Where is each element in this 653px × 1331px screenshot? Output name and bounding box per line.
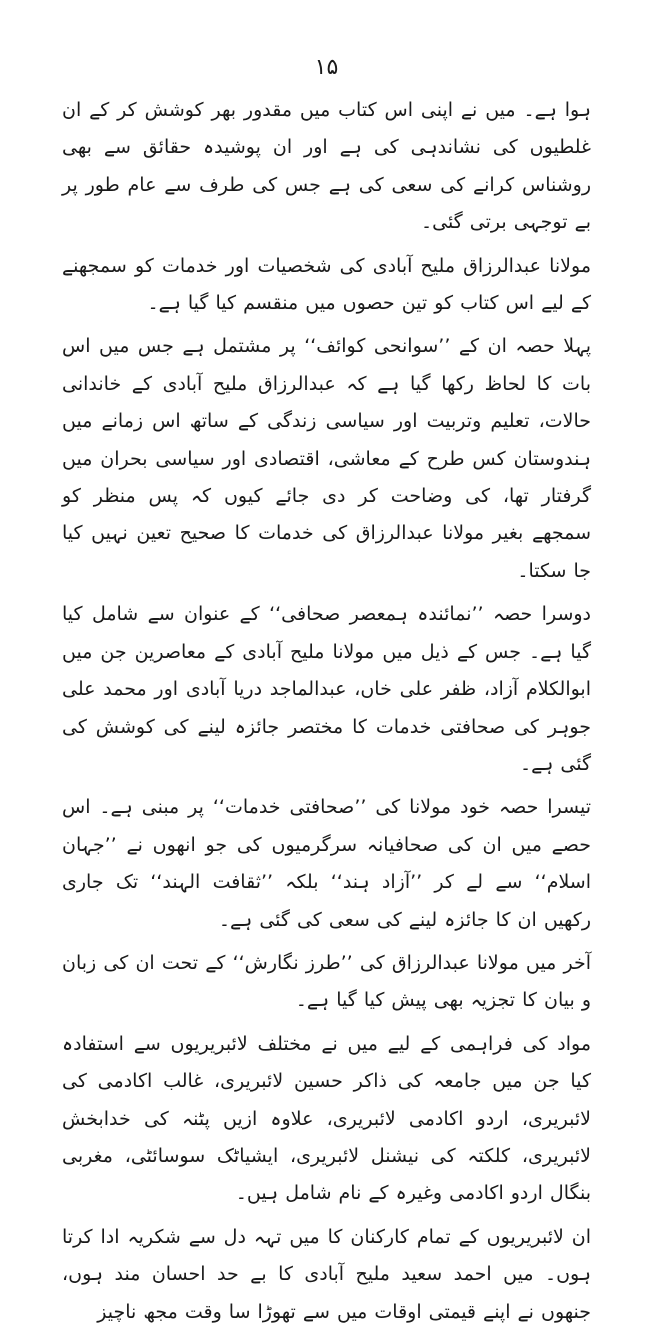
paragraph: آخر میں مولانا عبدالرزاق کی ’’طرز نگارش‘‘ کے تحت ان کی زبان و بیان کا تجزیہ بھی پیش کیا گیا ہے۔ xyxy=(62,951,591,1012)
paragraph: پہلا حصہ ان کے ’’سوانحی کوائف‘‘ پر مشتمل ہے جس میں اس بات کا لحاظ رکھا گیا ہے کہ عبدالرزاق ملیح آبادی کے خاندانی حالات، تعلیم وتربیت اور سیاسی زندگی کے ساتھ اس زمانے میں ہندوستان کس طرح کے معاشی، اقتصادی اور سیاسی بحران میں گرفتار تھا، کی وضاحت کر دی جائے کیوں کہ پس منظر کو سمجھے بغیر مولانا عبدالرزاق کی خدمات کا صحیح تعین نہیں کیا جا سکتا۔ xyxy=(62,335,591,582)
paragraph: مواد کی فراہمی کے لیے میں نے مختلف لائبریریوں سے استفادہ کیا جن میں جامعہ کی ذاکر حسین لائبریری، غالب اکادمی کی لائبریری، اردو اکادمی لائبریری، علاوہ ازیں پٹنہ کی خدابخش لائبریری، کلکتہ کی نیشنل لائبریری، ایشیاٹک سوسائٹی، مغربی بنگال اردو اکادمی وغیرہ کے نام شامل ہیں۔ xyxy=(62,1032,591,1205)
paragraph: ان لائبریریوں کے تمام کارکنان کا میں تہہ دل سے شکریہ ادا کرتا ہوں۔ میں احمد سعید ملیح آبادی کا بے حد احسان مند ہوں، جنھوں نے اپنے قیمتی اوقات میں سے تھوڑا سا وقت مجھ ناچیز xyxy=(62,1225,591,1323)
paragraph: دوسرا حصہ ’’نمائندہ ہمعصر صحافی‘‘ کے عنوان سے شامل کیا گیا ہے۔ جس کے ذیل میں مولانا ملیح آبادی کے معاصرین جن میں ابوالکلام آزاد، ظفر علی خاں، عبدالماجد دریا آبادی اور محمد علی جوہر کی صحافتی خدمات کا مختصر جائزہ لینے کی کوشش کی گئی ہے۔ xyxy=(62,603,591,775)
paragraph: تیسرا حصہ خود مولانا کی ’’صحافتی خدمات‘‘ پر مبنی ہے۔ اس حصے میں ان کی صحافیانہ سرگرمیوں کی جو انھوں نے ’’جہان اسلام‘‘ سے لے کر ’’آزاد ہند‘‘ بلکہ ’’ثقافت الہند‘‘ تک جاری رکھیں ان کا جائزہ لینے کی سعی کی گئی ہے۔ xyxy=(62,796,591,931)
body-text xyxy=(62,92,591,1331)
paragraph: ہوا ہے۔ میں نے اپنی اس کتاب میں مقدور بھر کوشش کر کے ان غلطیوں کی نشاندہی کی ہے اور ان پوشیدہ حقائق سے بھی روشناس کرانے کی سعی کی ہے جس کی طرف سے عام طور پر بے توجہی برتی گئی۔ xyxy=(62,99,591,234)
paragraph: مولانا عبدالرزاق ملیح آبادی کی شخصیات اور خدمات کو سمجھنے کے لیے اس کتاب کو تین حصوں میں منقسم کیا گیا ہے۔ xyxy=(62,254,591,315)
page-number: ۱۵ xyxy=(314,55,339,80)
